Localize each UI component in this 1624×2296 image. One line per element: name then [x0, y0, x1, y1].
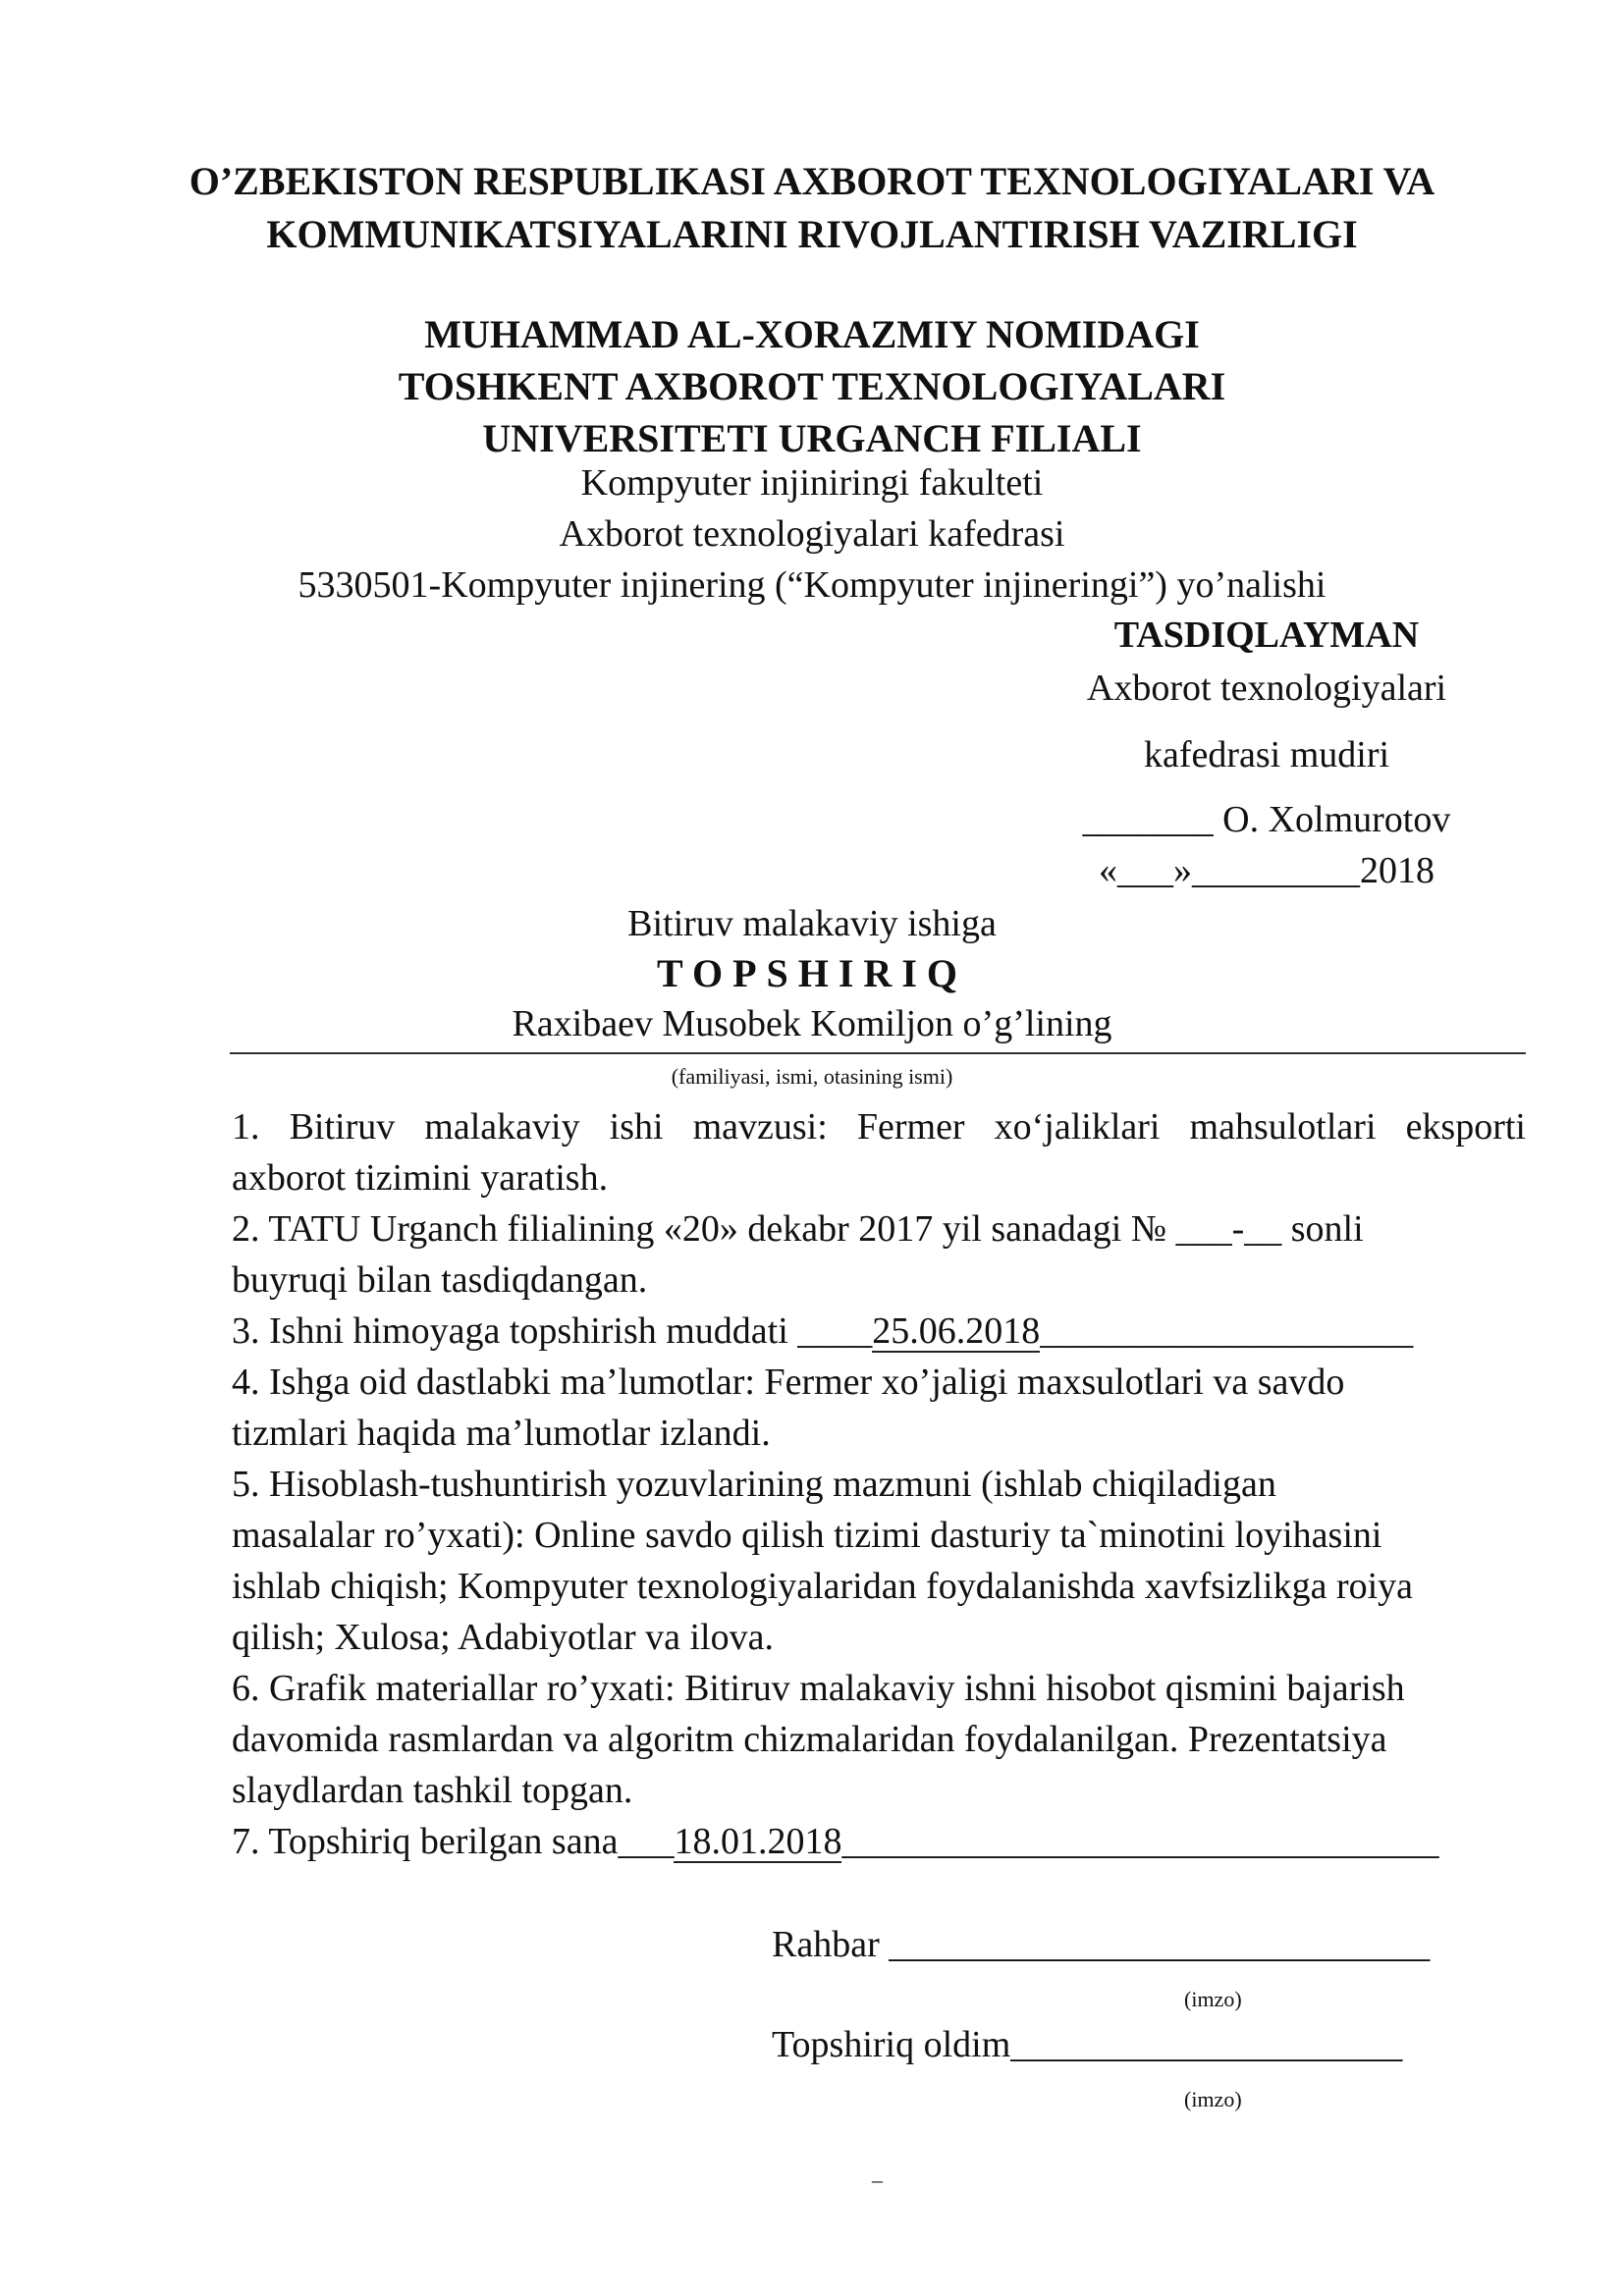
item-4-line-1: 4. Ishga oid dastlabki ma’lumotlar: Fermer xo’jaligi maxsulotlari va savdo	[232, 1362, 1345, 1403]
supervisor-signature-line: _____________________________	[889, 1924, 1431, 1965]
received-label: Topshiriq oldim	[772, 2024, 1011, 2065]
received-caption: (imzo)	[1184, 2087, 1242, 2111]
item-7	[232, 1816, 1526, 1867]
student-name-caption: (familiyasi, ismi, otasining ismi)	[671, 1064, 953, 1089]
item-3-suffix: ____________________	[1040, 1310, 1414, 1352]
approval-block	[1021, 611, 1512, 895]
received-signature	[772, 2020, 1402, 2069]
student-name-rule	[230, 1052, 1526, 1054]
task-title: TOPSHIRIQ	[657, 951, 967, 995]
approval-role-line-2: kafedrasi mudiri	[1143, 734, 1390, 775]
approval-heading: TASDIQLAYMAN	[1113, 614, 1420, 656]
item-7-suffix: ________________________________	[841, 1821, 1439, 1862]
supervisor-signature	[772, 1920, 1430, 1969]
item-5-line-3: ishlab chiqish; Kompyuter texnologiyalaridan foydalanishda xavfsizlikga roiya	[232, 1566, 1414, 1607]
university-line-3: UNIVERSITETI URGANCH FILIALI	[482, 416, 1142, 460]
ministry-line-1: O’ZBEKISTON RESPUBLIKASI AXBOROT TEXNOLOGIYALARI VA	[189, 159, 1435, 203]
item-7-value: 18.01.2018	[674, 1821, 842, 1862]
program-name: 5330501-Kompyuter injinering (“Kompyuter injineringi”) yo’nalishi	[298, 564, 1326, 606]
approval-date-line: «___»_________2018	[1099, 850, 1435, 891]
item-5-line-1: 5. Hisoblash-tushuntirish yozuvlarining mazmuni (ishlab chiqiladigan	[232, 1464, 1276, 1505]
item-6-line-2: davomida rasmlardan va algoritm chizmalaridan foydalanilgan. Prezentatsiya	[232, 1719, 1387, 1760]
item-3	[232, 1306, 1526, 1357]
department-name: Axborot texnologiyalari kafedrasi	[559, 513, 1065, 555]
university-heading	[0, 308, 1624, 464]
item-6-line-1: 6. Grafik materiallar ro’yxati: Bitiruv malakaviy ishni hisobot qismini bajarish	[232, 1668, 1405, 1709]
item-3-value: 25.06.2018	[872, 1310, 1041, 1352]
university-line-1: MUHAMMAD AL-XORAZMIY NOMIDAGI	[424, 312, 1200, 356]
task-label: Bitiruv malakaviy ishiga	[627, 903, 997, 944]
task-items	[232, 1101, 1526, 1867]
received-signature-line: _____________________	[1010, 2024, 1403, 2065]
approval-role-line-1: Axborot texnologiyalari	[1086, 667, 1447, 709]
item-1-line-1: 1. Bitiruv malakaviy ishi mavzusi: Fermer xo‘jaliklari mahsulotlari eksporti	[232, 1106, 1526, 1148]
supervisor-caption: (imzo)	[1184, 1987, 1242, 2011]
page-footer-mark: –	[872, 2167, 883, 2192]
faculty-block	[0, 457, 1624, 611]
item-3-prefix: 3. Ishni himoyaga topshirish muddati ____	[232, 1310, 873, 1352]
item-2-line-1: 2. TATU Urganch filialining «20» dekabr 2017 yil sanadagi № ___-__ sonli	[232, 1208, 1364, 1250]
item-4-line-2: tizmlari haqida ma’lumotlar izlandi.	[232, 1413, 771, 1454]
student-name: Raxibaev Musobek Komiljon o’g’lining	[512, 1003, 1112, 1044]
item-2-line-2: buyruqi bilan tasdiqdangan.	[232, 1259, 648, 1301]
ministry-heading	[0, 155, 1624, 261]
item-1-line-2: axborot tizimini yaratish.	[232, 1157, 609, 1199]
ministry-line-2: KOMMUNIKATSIYALARINI RIVOJLANTIRISH VAZIRLIGI	[266, 212, 1358, 256]
university-line-2: TOSHKENT AXBOROT TEXNOLOGIYALARI	[398, 364, 1226, 408]
approval-signature-line: _______ O. Xolmurotov	[1082, 799, 1451, 840]
item-7-prefix: 7. Topshiriq berilgan sana___	[232, 1821, 675, 1862]
item-5-line-4: qilish; Xulosa; Adabiyotlar va ilova.	[232, 1617, 774, 1658]
faculty-name: Kompyuter injiniringi fakulteti	[580, 462, 1044, 504]
item-6-line-3: slaydlardan tashkil topgan.	[232, 1770, 633, 1811]
item-5-line-2: masalalar ro’yxati): Online savdo qilish tizimi dasturiy ta`minotini loyihasini	[232, 1515, 1382, 1556]
supervisor-label: Rahbar	[772, 1924, 880, 1965]
